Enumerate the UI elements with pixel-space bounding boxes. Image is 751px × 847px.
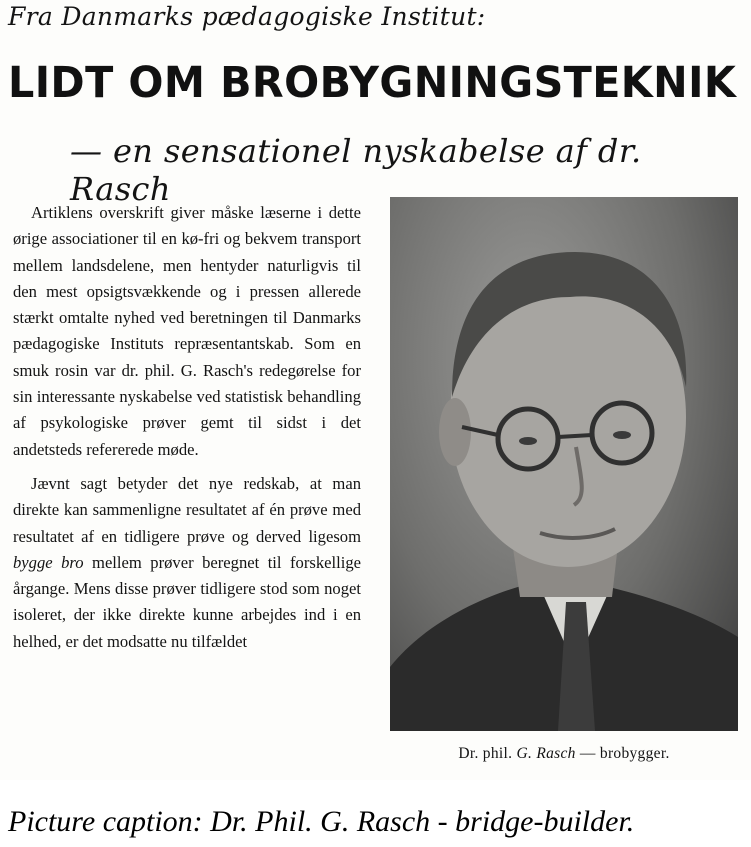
kicker-line: Fra Danmarks pædagogiske Institut: — [8, 2, 486, 31]
article-body — [13, 200, 361, 655]
photo-caption-suffix: — brobygger. — [579, 745, 670, 762]
paragraph-2-emphasis: bygge bro — [13, 552, 84, 572]
paragraph-2-part-a: Jævnt sagt betyder det nye redskab, at man direkte kan sammenligne resultatet af én prøve med resultatet af en tidligere prøve og derved ligesom — [13, 473, 361, 546]
paragraph-1: Artiklens overskrift giver måske læserne i dette ørige associationer til en kø-fri og bekvem transport mellem landsdelene, men hentyder naturligvis til den mest opsigtsvækkende og i pressen allerede stærkt omtalte nyhed ved beretningen til Danmarks pædagogiske Instituts repræsentantskab. Som en smuk rosin var dr. phil. G. Rasch's redegørelse for sin interessante nyskabelse ved statistisk behandling af psykologiske prøver gemt til sidst i det andetsteds refererede møde. — [13, 203, 361, 459]
portrait-illustration — [390, 197, 738, 731]
photo-caption-name: G. Rasch — [516, 745, 576, 762]
translation-caption: Picture caption: Dr. Phil. G. Rasch - bridge-builder. — [8, 805, 635, 838]
headline: LIDT OM BROBYGNINGSTEKNIK — [8, 58, 737, 108]
paragraph-2 — [13, 471, 361, 655]
portrait-photo — [390, 197, 738, 731]
subheadline: — en sensationel nyskabelse af dr. Rasch — [70, 132, 642, 208]
photo-caption-prefix: Dr. phil. — [458, 745, 513, 762]
paragraph-2-part-b: mellem prøver beregnet til forskellige årgange. Mens disse prøver tidligere stod som noget isoleret, der ikke direkte kunne arbejdes ind i en helhed, er det modsatte nu tilfældet — [13, 552, 361, 651]
photo-caption — [390, 745, 738, 763]
